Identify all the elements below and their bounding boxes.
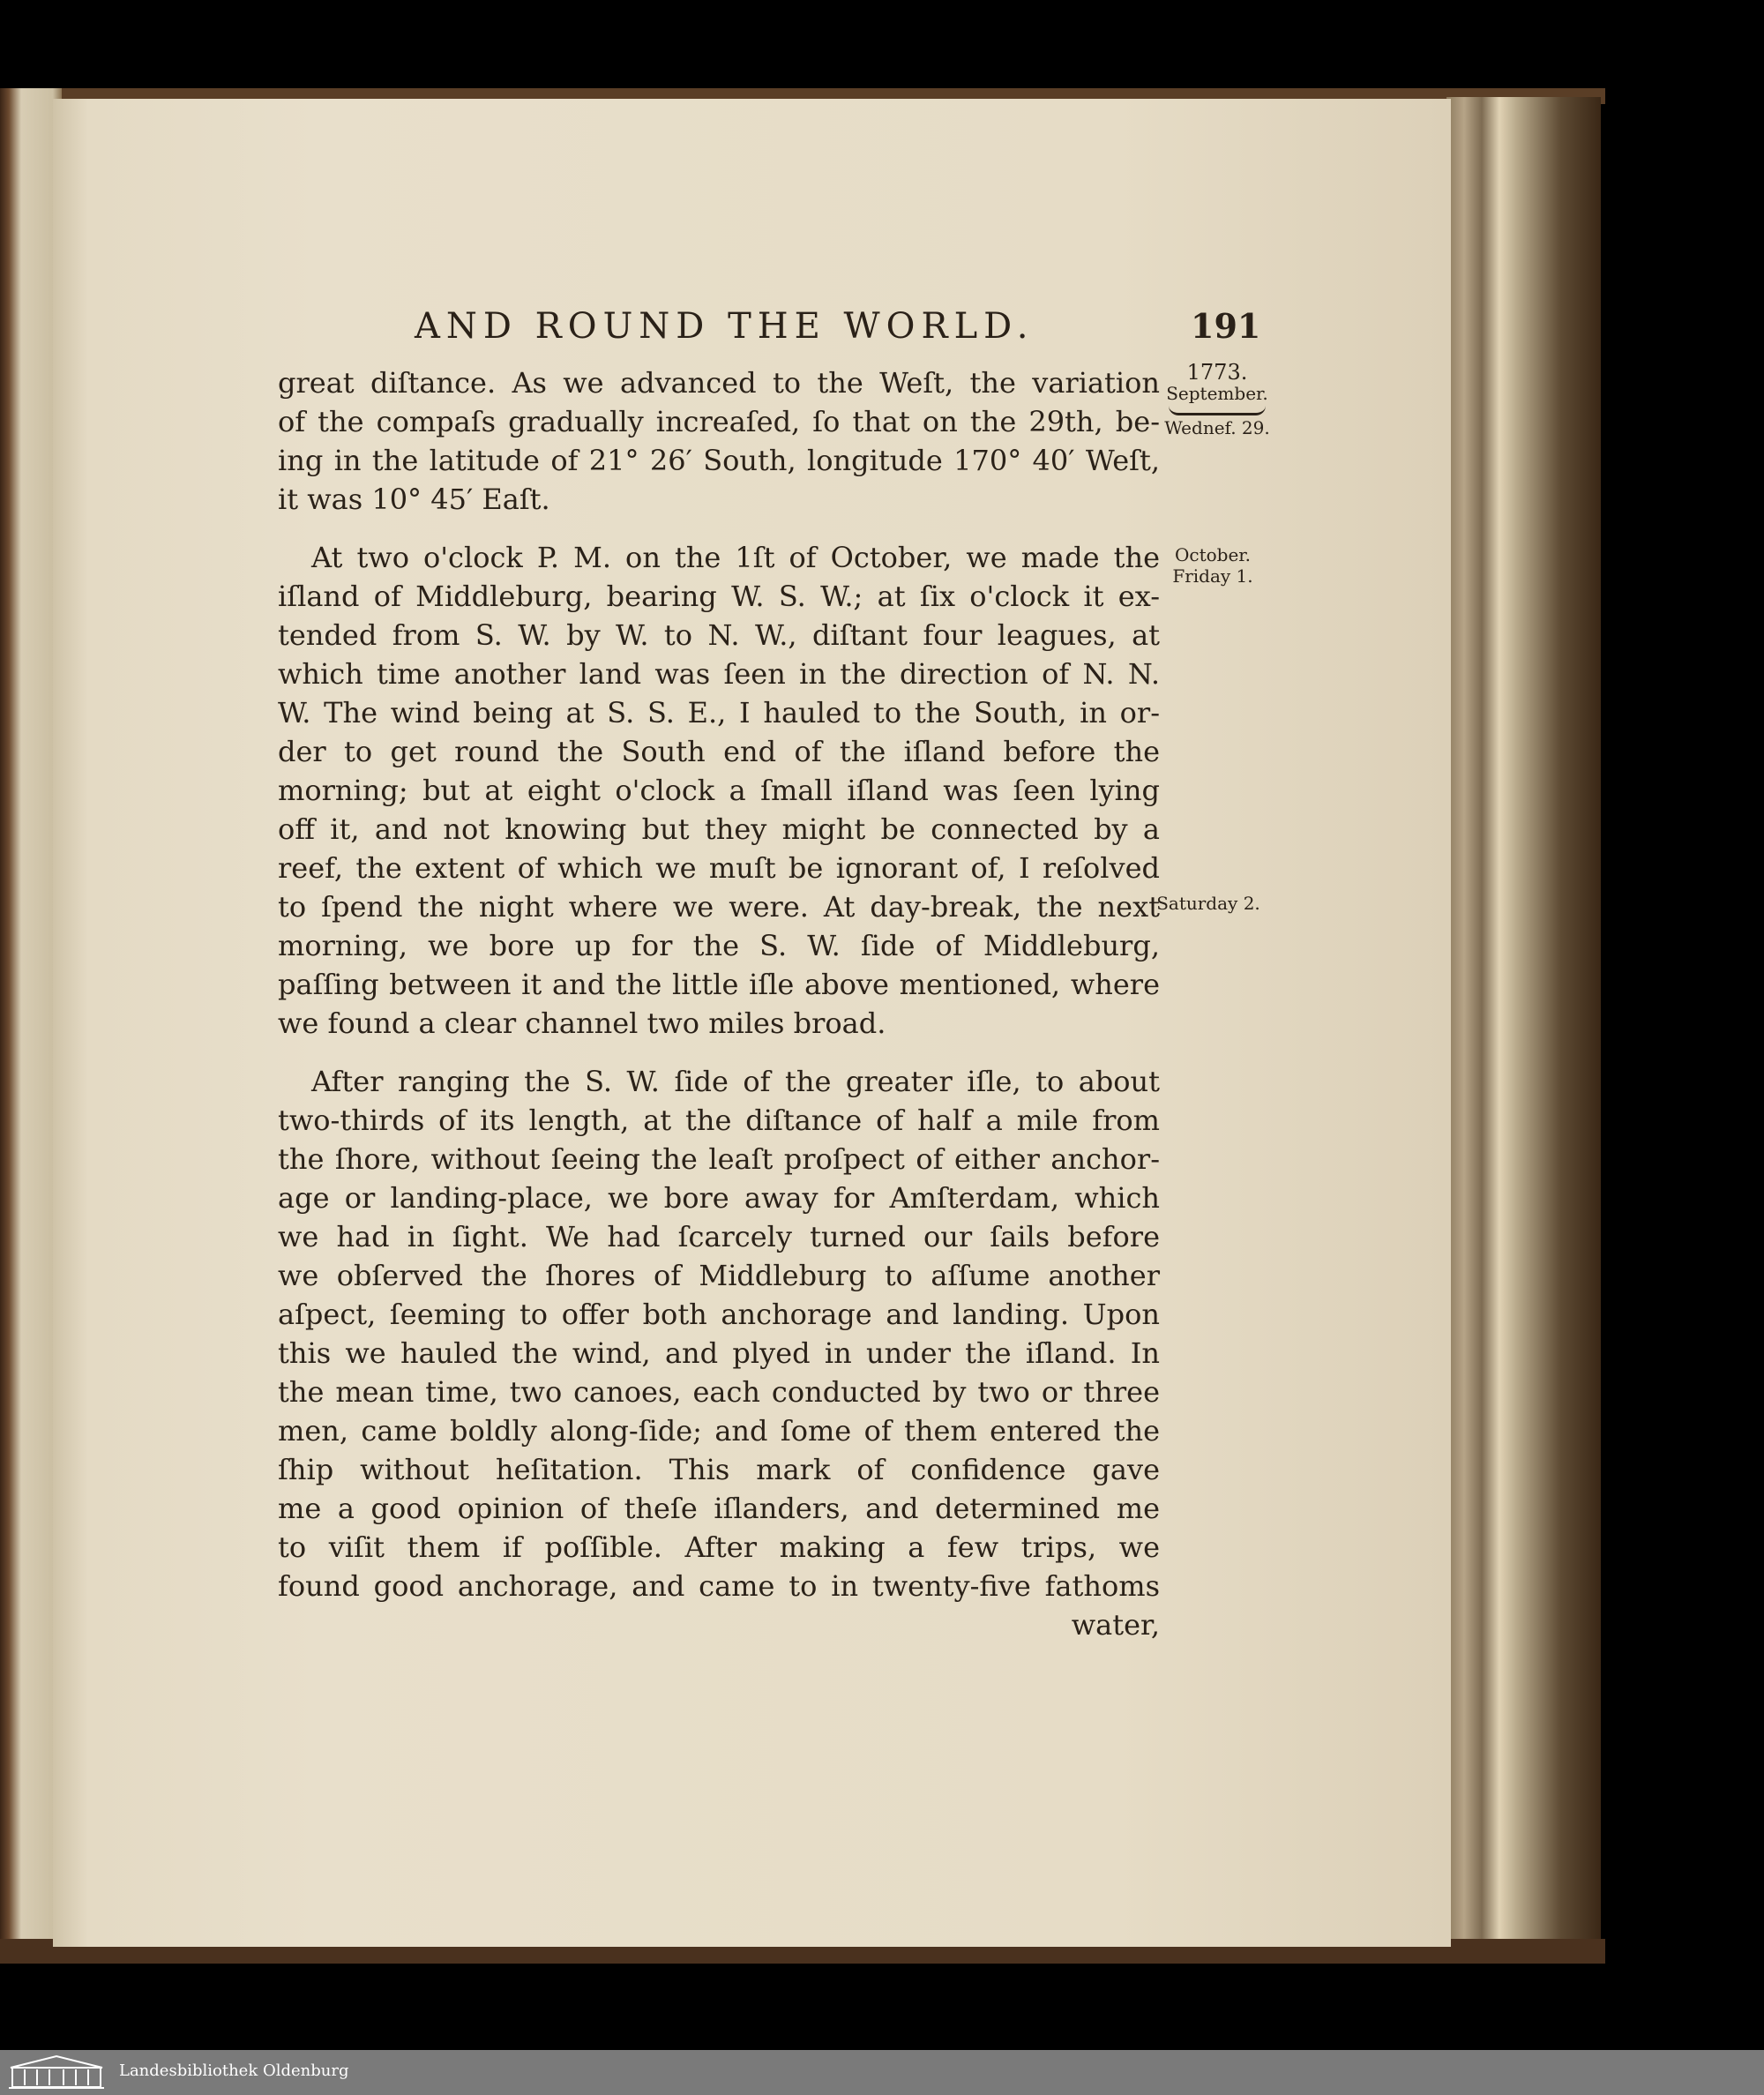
book-fore-edge	[1446, 97, 1601, 1958]
body-text	[278, 363, 1160, 1644]
paragraph-3	[278, 1062, 1160, 1644]
text-line: this we hauled the wind, and plyed in under the iſland. In	[278, 1336, 1160, 1370]
text-line: morning, we bore up for the S. W. ſide of Middleburg,	[278, 929, 1160, 962]
text-line: the ſhore, without ſeeing the leaſt proſpect of either anchor-	[278, 1142, 1160, 1176]
text-line: ing in the latitude of 21° 26′ South, longitude 170° 40′ Weſt,	[278, 444, 1160, 477]
margin-day-wednesday: Wednef. 29.	[1164, 417, 1270, 438]
text-line: it was 10° 45′ Eaſt.	[278, 483, 550, 516]
text-line: off it, and not knowing but they might be connected by a	[278, 812, 1160, 846]
text-line: found good anchorage, and came to in twenty-five fathoms	[278, 1569, 1160, 1603]
text-line: two-thirds of its length, at the diſtance of half a mile from	[278, 1104, 1160, 1137]
text-line: which time another land was ſeen in the direction of N. N.	[278, 657, 1160, 691]
margin-note-date-2	[1155, 544, 1270, 587]
text-line: morning; but at eight o'clock a ſmall iſland was ſeen lying	[278, 774, 1160, 807]
running-title: AND ROUND THE WORLD.	[415, 306, 1035, 347]
text-line: we found a clear channel two miles broad.	[278, 1006, 886, 1040]
text-line: of the compaſs gradually increaſed, ſo that on the 29th, be-	[278, 405, 1160, 438]
margin-month-september: September.	[1166, 383, 1268, 404]
paragraph-2	[278, 538, 1160, 1043]
text-line: we obſerved the ſhores of Middleburg to aſſume another	[278, 1259, 1160, 1292]
margin-month-october: October.	[1174, 544, 1252, 565]
text-line: me a good opinion of theſe iſlanders, and determined me	[278, 1492, 1160, 1525]
book-page	[53, 99, 1451, 1947]
margin-day-saturday: Saturday 2.	[1156, 893, 1260, 914]
text-line: der to get round the South end of the iſland before the	[278, 735, 1160, 768]
text-line: After ranging the S. W. ſide of the greater iſle, to about	[311, 1065, 1160, 1098]
library-building-icon	[7, 2054, 106, 2091]
text-line: W. The wind being at S. S. E., I hauled to the South, in or-	[278, 696, 1160, 730]
text-line: At two o'clock P. M. on the 1ſt of October, we made the	[311, 541, 1160, 574]
text-line: great diſtance. As we advanced to the Weſt, the variation	[278, 366, 1160, 400]
library-name: Landesbibliothek Oldenburg	[119, 2061, 349, 2080]
text-line: age or landing-place, we bore away for Amſterdam, which	[278, 1181, 1160, 1215]
text-line: to ſpend the night where we were. At day-break, the next	[278, 890, 1160, 924]
paragraph-1	[278, 363, 1160, 519]
text-line: the mean time, two canoes, each conducted by two or three	[278, 1375, 1160, 1409]
text-line: iſland of Middleburg, bearing W. S. W.; at ſix o'clock it ex-	[278, 580, 1160, 613]
footer-bar	[0, 2050, 1764, 2095]
page-number: 191	[1191, 306, 1261, 346]
margin-note-date-1	[1160, 362, 1274, 438]
text-line: reef, the extent of which we muſt be ignorant of, I reſolved	[278, 851, 1160, 885]
text-line: aſpect, ſeeming to offer both anchorage and landing. Upon	[278, 1298, 1160, 1331]
margin-note-date-3	[1151, 893, 1266, 914]
margin-day-friday: Friday 1.	[1172, 565, 1253, 587]
text-line: we had in ſight. We had ſcarcely turned our ſails before	[278, 1220, 1160, 1253]
text-line: men, came boldly along-ſide; and ſome of them entered the	[278, 1414, 1160, 1448]
margin-year: 1773.	[1186, 360, 1248, 385]
text-line: ſhip without heſitation. This mark of confidence gave	[278, 1453, 1160, 1486]
text-line: tended from S. W. by W. to N. W., diſtant four leagues, at	[278, 618, 1160, 652]
catchword: water,	[1071, 1608, 1160, 1642]
text-line: to viſit them if poſſible. After making a few trips, we	[278, 1530, 1160, 1564]
text-line: paſſing between it and the little iſle above mentioned, where	[278, 968, 1160, 1001]
brace-mark	[1169, 406, 1266, 415]
